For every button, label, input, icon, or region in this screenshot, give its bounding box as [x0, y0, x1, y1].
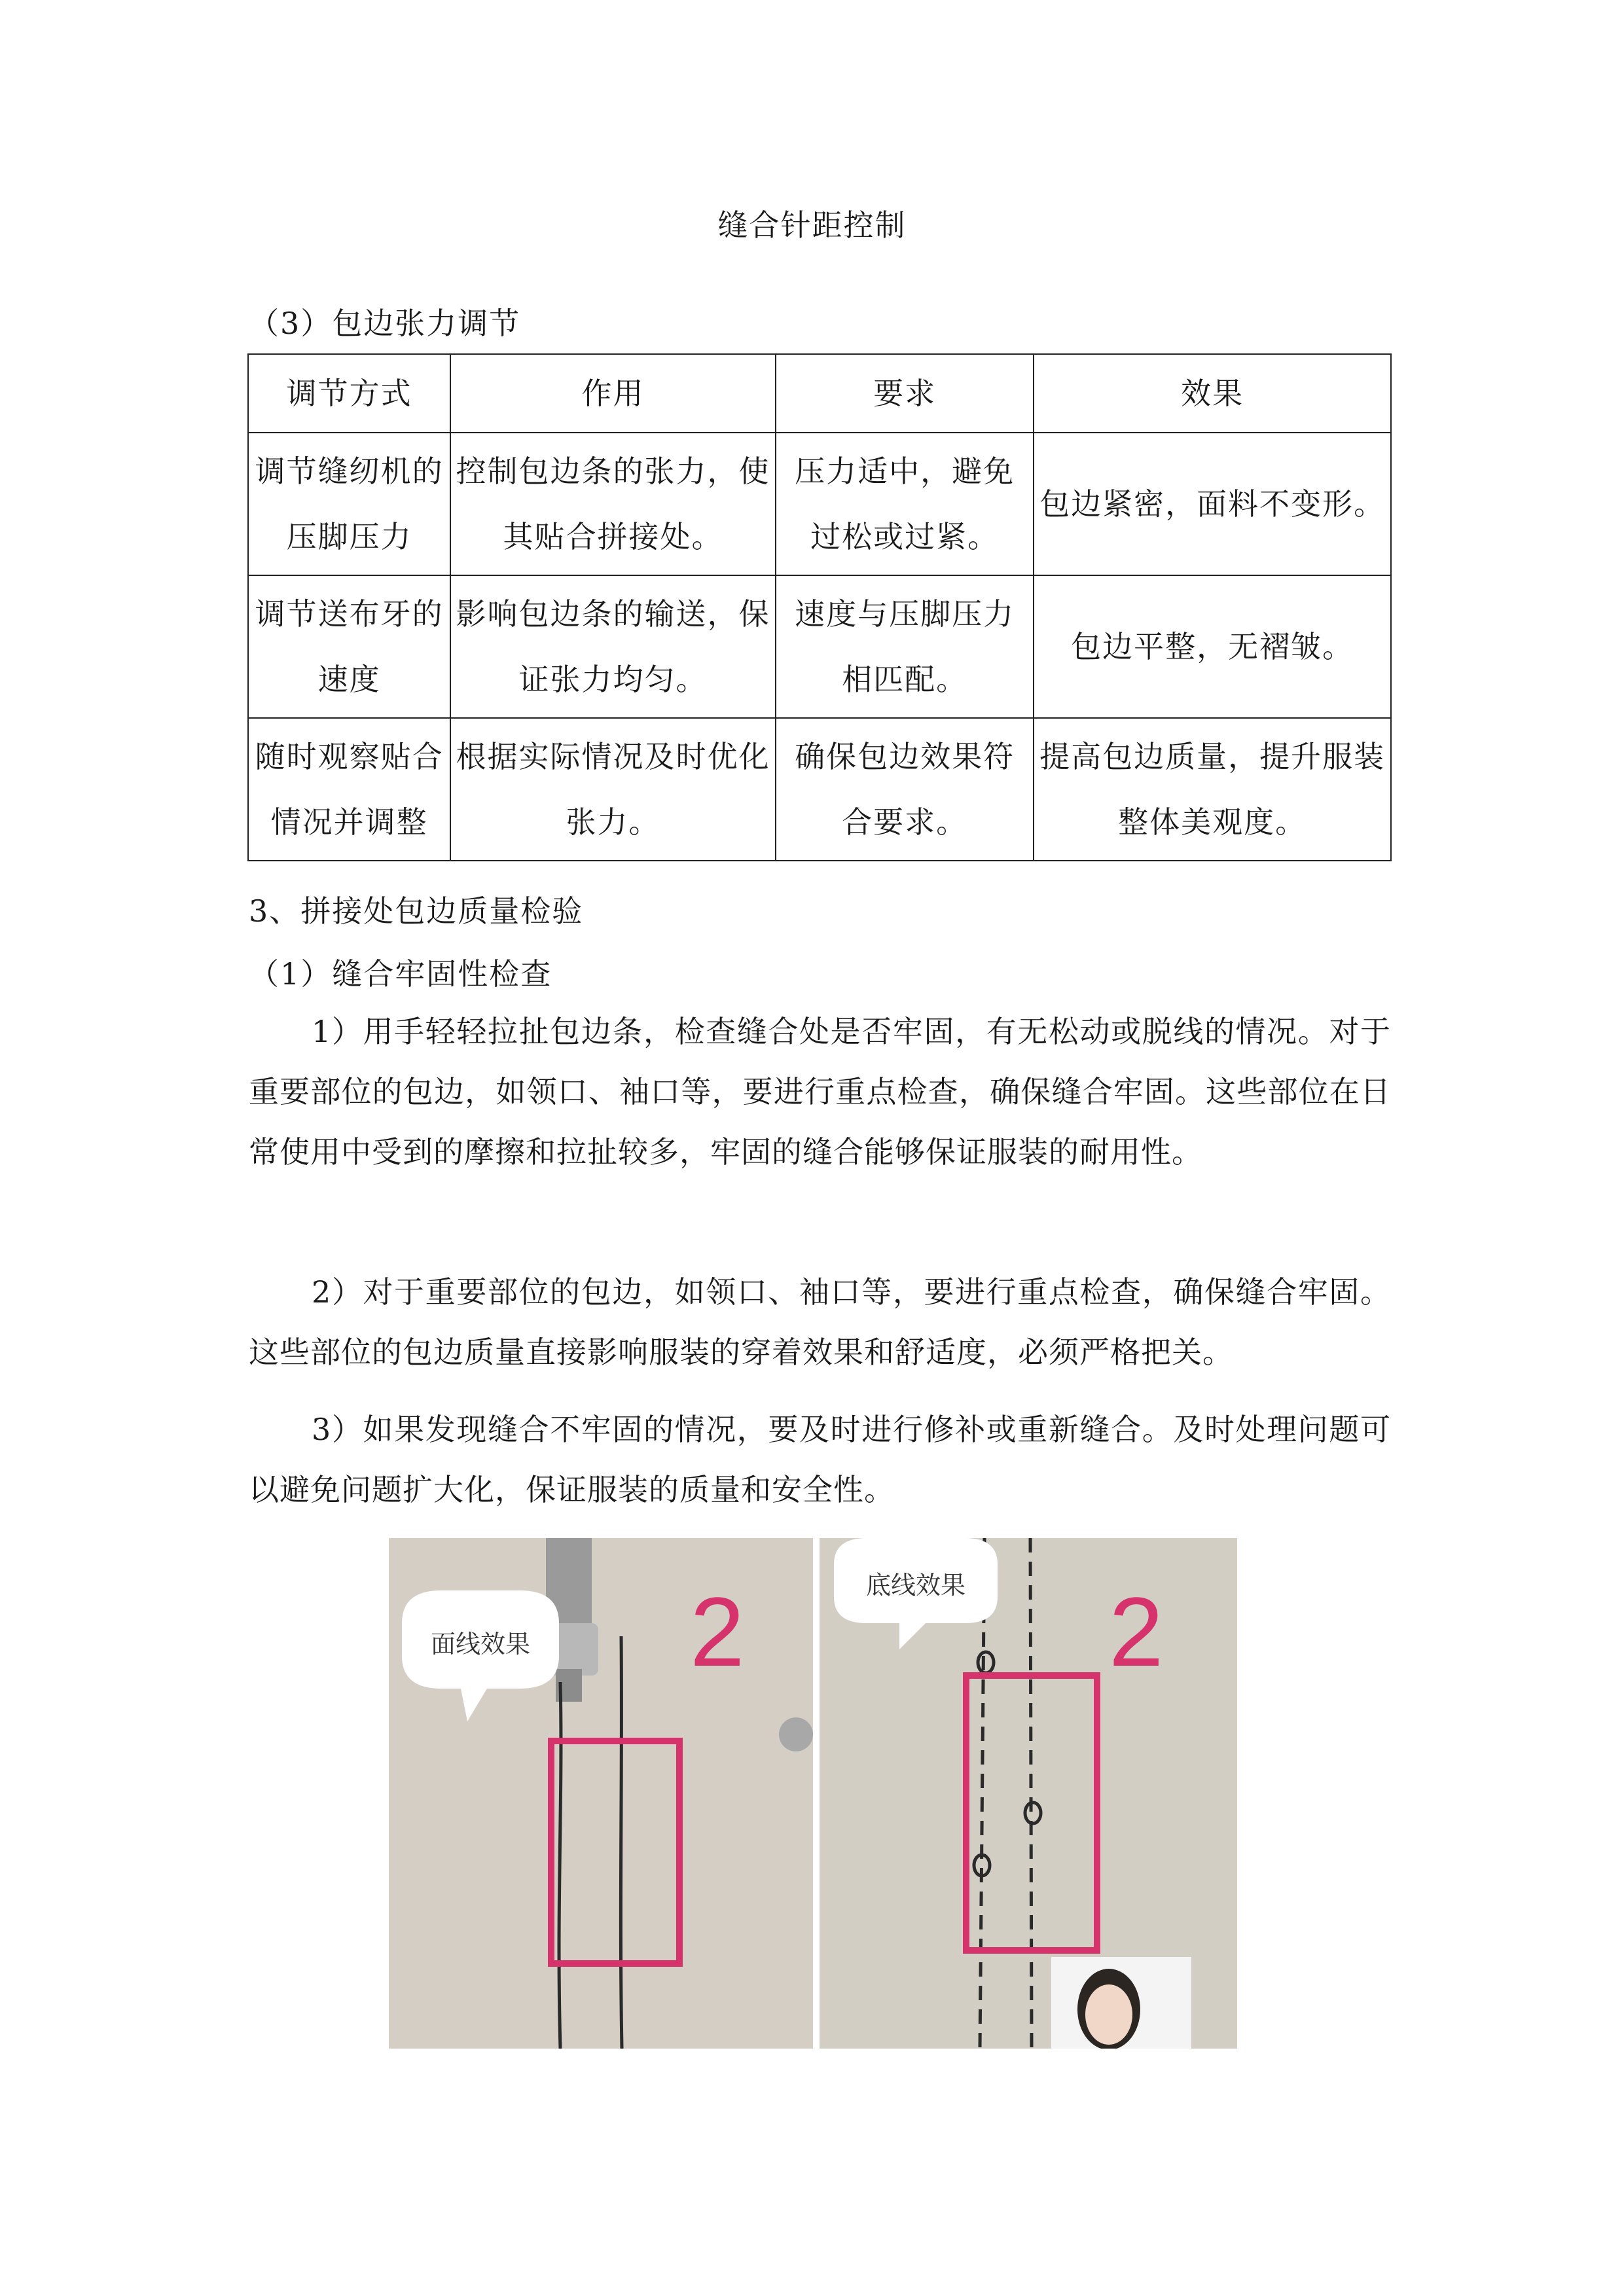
table-cell: 影响包边条的输送，保证张力均匀。 — [450, 575, 776, 718]
table-header-cell: 要求 — [776, 354, 1034, 433]
section-heading-firmness: （1）缝合牢固性检查 — [249, 956, 552, 992]
table-cell: 控制包边条的张力，使其贴合拼接处。 — [450, 433, 776, 575]
table-header-cell: 调节方式 — [248, 354, 450, 433]
paragraph-1: 1）用手轻轻拉扯包边条，检查缝合处是否牢固，有无松动或脱线的情况。对于重要部位的包边，如领口、袖口等，要进行重点检查，确保缝合牢固。这些部位在日常使用中受到的摩擦和拉扯较多，牢固的缝合能够保证服装的耐用性。 — [249, 1014, 1391, 1170]
table-cell: 包边紧密，面料不变形。 — [1034, 433, 1391, 575]
table-row — [248, 718, 1391, 861]
table-header-cell: 效果 — [1034, 354, 1391, 433]
table-cell: 根据实际情况及时优化张力。 — [450, 718, 776, 861]
section-heading-tension: （3）包边张力调节 — [249, 306, 521, 341]
paragraph-2: 2）对于重要部位的包边，如领口、袖口等，要进行重点检查，确保缝合牢固。这些部位的包边质量直接影响服装的穿着效果和舒适度，必须严格把关。 — [249, 1274, 1391, 1370]
tension-table — [247, 353, 1392, 861]
table-cell: 确保包边效果符合要求。 — [776, 718, 1034, 861]
page-title: 缝合针距控制 — [717, 207, 907, 243]
table-row — [248, 575, 1391, 718]
left-photo-number: 2 — [690, 1577, 745, 1687]
table-header-cell: 作用 — [450, 354, 776, 433]
right-photo-number: 2 — [1109, 1577, 1164, 1687]
table-cell: 调节送布牙的速度 — [248, 575, 450, 718]
table-cell: 提高包边质量，提升服装整体美观度。 — [1034, 718, 1391, 861]
table-row — [248, 433, 1391, 575]
right-photo-label: 底线效果 — [865, 1572, 966, 1600]
table-cell: 压力适中，避免过松或过紧。 — [776, 433, 1034, 575]
table-cell: 速度与压脚压力相匹配。 — [776, 575, 1034, 718]
table-cell: 调节缝纫机的压脚压力 — [248, 433, 450, 575]
table-cell: 随时观察贴合情况并调整 — [248, 718, 450, 861]
table-header-row — [248, 354, 1391, 433]
stitch-comparison-photo — [389, 1538, 1237, 2049]
paragraph-3: 3）如果发现缝合不牢固的情况，要及时进行修补或重新缝合。及时处理问题可以避免问题扩大化，保证服装的质量和安全性。 — [249, 1412, 1391, 1507]
left-photo-label: 面线效果 — [430, 1631, 531, 1659]
table-cell: 包边平整，无褶皱。 — [1034, 575, 1391, 718]
section-heading-quality: 3、拼接处包边质量检验 — [249, 893, 584, 929]
